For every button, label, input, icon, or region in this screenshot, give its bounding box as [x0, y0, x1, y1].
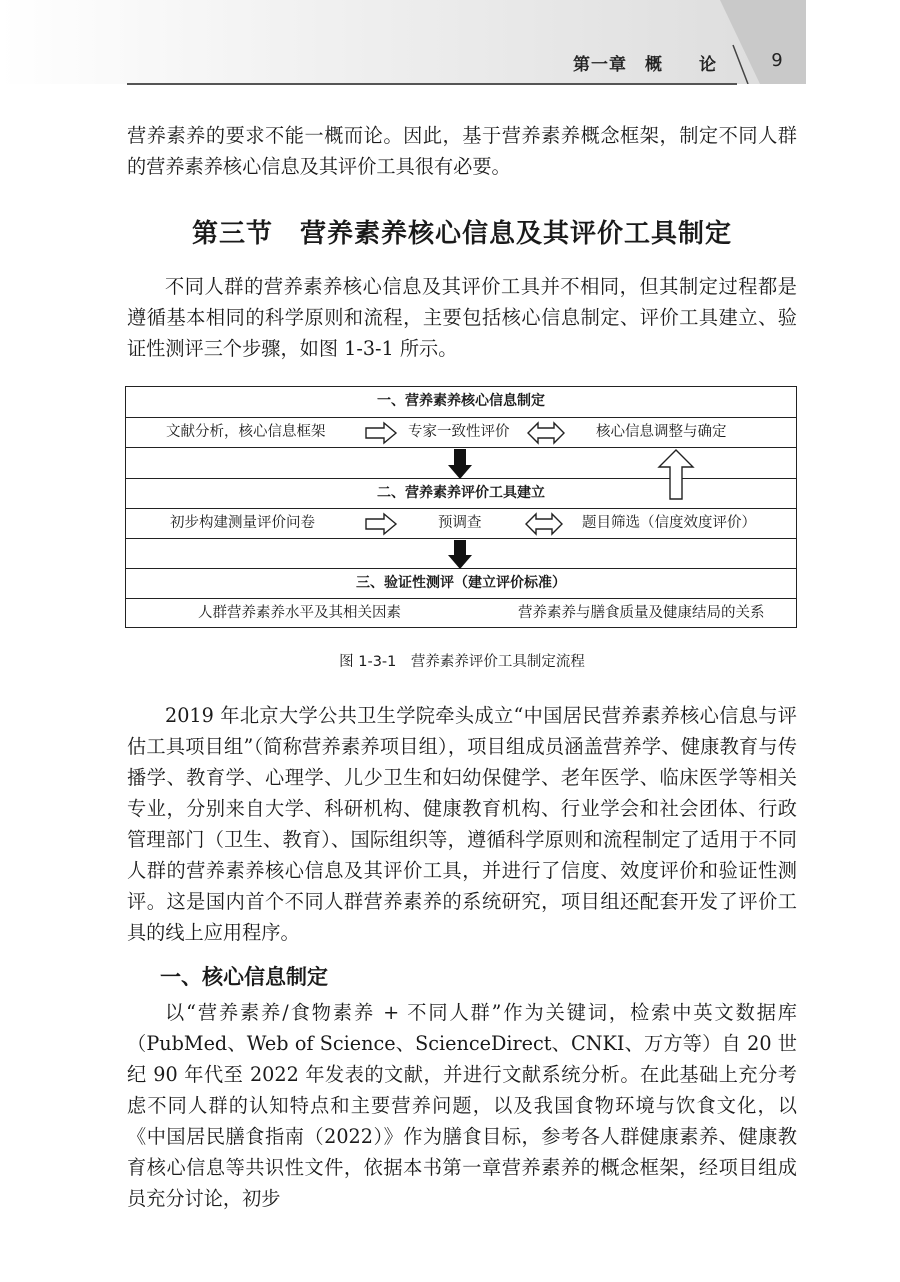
figure-caption: 图 1-3-1 营养素养评价工具制定流程	[339, 654, 585, 670]
step3-item-relation: 营养素养与膳食质量及健康结局的关系	[518, 605, 765, 621]
step3-item-level: 人群营养素养水平及其相关因素	[198, 605, 401, 621]
step2-item-pretest: 预调查	[438, 515, 482, 531]
solid-down-arrow-icon	[448, 449, 472, 479]
hollow-double-arrow-icon	[528, 423, 564, 443]
section-title: 第三节 营养素养核心信息及其评价工具制定	[191, 219, 732, 249]
step2-item-questionnaire: 初步构建测量评价问卷	[170, 515, 315, 531]
step1-title: 一、营养素养核心信息制定	[377, 393, 545, 409]
hollow-double-arrow-icon	[526, 514, 562, 534]
hollow-up-arrow-icon	[659, 450, 693, 499]
flowchart-figure	[125, 386, 797, 628]
subsection-title: 一、核心信息制定	[160, 965, 328, 989]
section-paragraph: 不同人群的营养素养核心信息及其评价工具并不相同，但其制定过程都是遵循基本相同的科学原则和流程，主要包括核心信息制定、评价工具建立、验证性测评三个步骤，如图 1-3-1 所示。	[127, 275, 797, 360]
flowchart-arrows	[126, 387, 798, 629]
hollow-right-arrow-icon	[366, 423, 396, 443]
project-paragraph: 2019 年北京大学公共卫生学院牵头成立“中国居民营养素养核心信息与评估工具项目组”（简称营养素养项目组），项目组成员涵盖营养学、健康教育与传播学、教育学、心理学、儿少卫生和妇幼保健学、老年医学、临床医学等相关专业，分别来自大学、科研机构、健康教育机构、行业学会和社会团体、行政管理部门（卫生、教育）、国际组织等，遵循科学原则和流程制定了适用于不同人群的营养素养核心信息及其评价工具，并进行了信度、效度评价和验证性测评。这是国内首个不同人群营养素养的系统研究，项目组还配套开发了评价工具的线上应用程序。	[127, 704, 797, 944]
method-paragraph: 以“营养素养/食物素养 + 不同人群”作为关键词，检索中英文数据库（PubMed、Web of Science、ScienceDirect、CNKI、万方等）自 20 世纪 90 年代至 2022 年发表的文献，并进行文献系统分析。在此基础上充分考虑不同人群的认知特点和主要营养问题，以及我国食物环境与饮食文化，以《中国居民膳食指南（2022）》作为膳食目标，参考各人群健康素养、健康教育核心信息等共识性文件，依据本书第一章营养素养的概念框架，经项目组成员充分讨论，初步	[127, 1001, 797, 1210]
step1-item-literature: 文献分析，核心信息框架	[166, 424, 326, 440]
page-number: 9	[771, 50, 783, 71]
header-rule	[127, 83, 737, 85]
solid-down-arrow-icon	[448, 540, 472, 569]
hollow-right-arrow-icon	[366, 514, 396, 534]
step3-title: 三、验证性测评（建立评价标准）	[356, 575, 566, 591]
step2-title: 二、营养素养评价工具建立	[377, 485, 545, 501]
intro-paragraph: 营养素养的要求不能一概而论。因此，基于营养素养概念框架，制定不同人群的营养素养核心信息及其评价工具很有必要。	[127, 124, 797, 178]
step1-item-expert: 专家一致性评价	[408, 424, 510, 440]
running-header-title: 第一章 概 论	[573, 55, 717, 75]
step2-item-screening: 题目筛选（信度效度评价）	[582, 515, 756, 531]
step1-item-adjust: 核心信息调整与确定	[596, 424, 727, 440]
